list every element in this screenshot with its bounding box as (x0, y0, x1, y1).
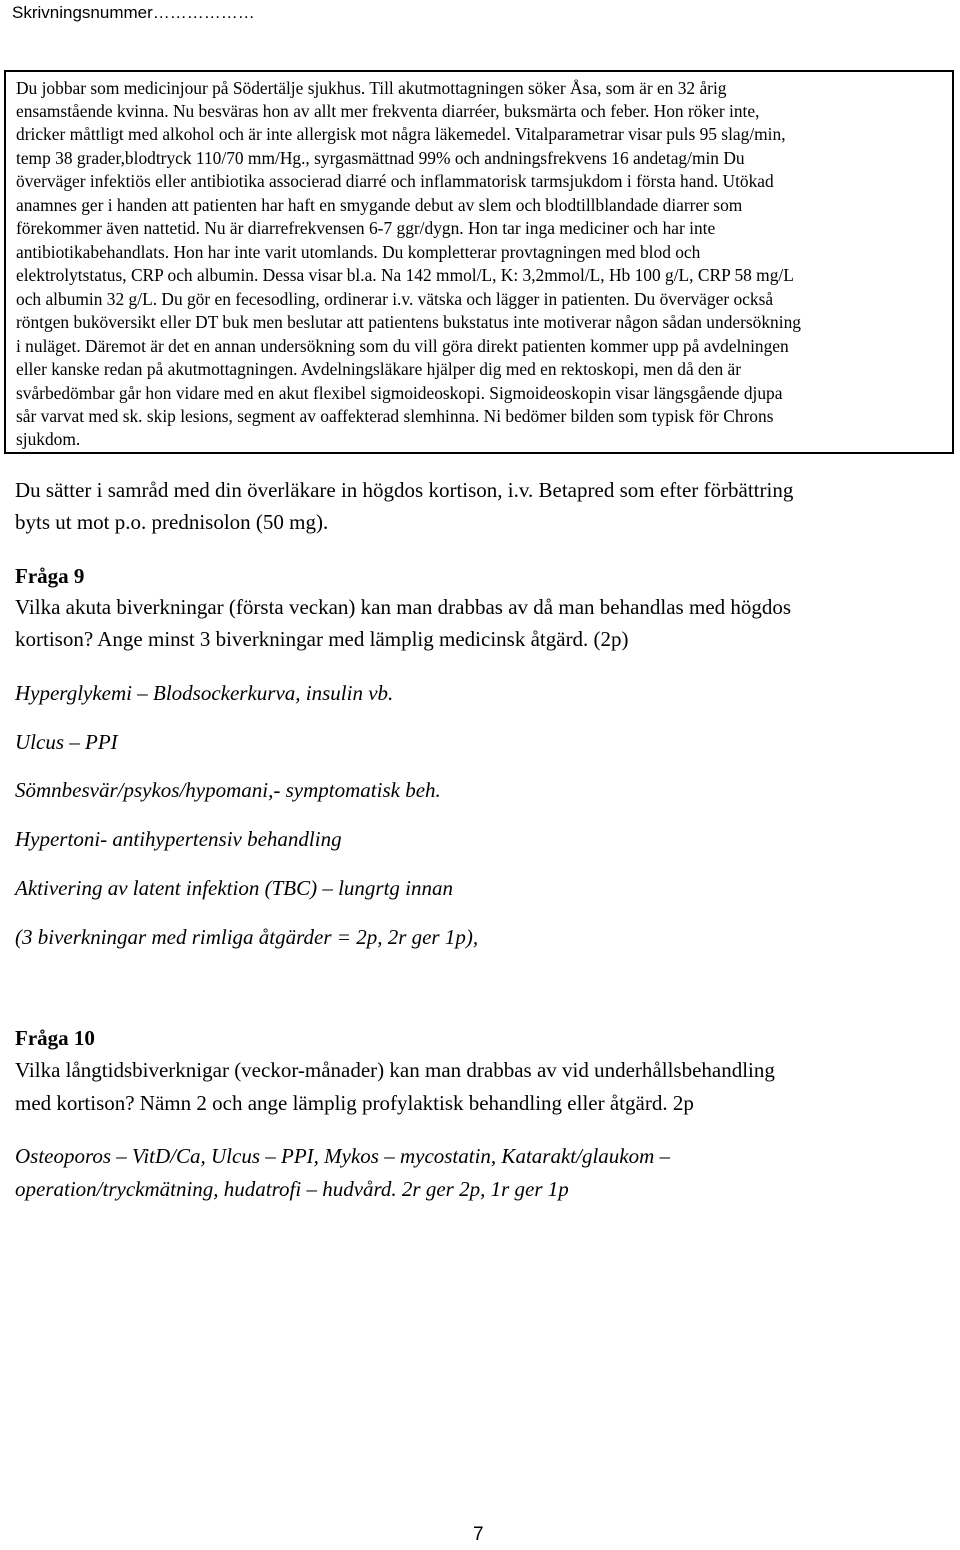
case-text-line: ensamstående kvinna. Nu besväras hon av allt mer frekventa diarréer, buksmärta och feber. Hon röker inte, (16, 101, 760, 121)
page-number: 7 (473, 1524, 484, 1545)
question-9-answer: Sömnbesvär/psykos/hypomani,- symptomatisk beh. (15, 778, 441, 802)
case-description-box (4, 70, 954, 454)
exam-number-label: Skrivningsnummer……………… (12, 3, 255, 22)
question-9-text-line: Vilka akuta biverkningar (första veckan) kan man drabbas av då man behandlas med högdos (15, 595, 792, 619)
question-9-text-line: kortison? Ange minst 3 biverkningar med lämplig medicinsk åtgärd. (2p) (15, 627, 629, 651)
case-text-line: elektrolytstatus, CRP och albumin. Dessa visar bl.a. Na 142 mmol/L, K: 3,2mmol/L, Hb 100 g/L, CRP 58 mg/L (16, 265, 794, 285)
question-10-heading: Fråga 10 (15, 1026, 95, 1050)
case-text-line: i nuläget. Däremot är det en annan undersökning som du vill göra direkt patienten kommer upp på avdelningen (16, 336, 789, 356)
question-9-answer: Aktivering av latent infektion (TBC) – lungrtg innan (15, 876, 454, 900)
question-10-text-line: Vilka långtidsbiverknigar (veckor-månader) kan man drabbas av vid underhållsbehandling (15, 1058, 775, 1082)
case-text-line: och albumin 32 g/L. Du gör en fecesodling, ordinerar i.v. vätska och lägger in patienten. Du överväger också (16, 289, 774, 309)
case-text-line: förekommer även nattetid. Nu är diarrefrekvensen 6-7 ggr/dygn. Hon tar inga mediciner och har inte (16, 218, 716, 238)
case-text-line: dricker måttligt med alkohol och är inte allergisk mot några läkemedel. Vitalparametrar visar puls 95 slag/min, (16, 124, 786, 144)
case-text-line: svårbedömbar går hon vidare med en akut flexibel sigmoideoskopi. Sigmoideoskopin visar längsgående djupa (16, 383, 783, 403)
case-text-line: Du jobbar som medicinjour på Södertälje sjukhus. Till akutmottagningen söker Åsa, som är en 32 årig (16, 78, 727, 98)
question-10-text-line: med kortison? Nämn 2 och ange lämplig profylaktisk behandling eller åtgärd. 2p (15, 1091, 694, 1115)
question-9-heading: Fråga 9 (15, 564, 85, 588)
intro-text-line: Du sätter i samråd med din överläkare in högdos kortison, i.v. Betapred som efter förbättring (15, 478, 794, 502)
case-text-line: sjukdom. (16, 429, 81, 449)
case-text-line: anamnes ger i handen att patienten har haft en smygande debut av slem och blodtillblandade diarrer som (16, 195, 743, 215)
question-9-answer: Hypertoni- antihypertensiv behandling (15, 827, 342, 851)
question-9-answer: Ulcus – PPI (15, 730, 118, 754)
case-text-line: eller kanske redan på akutmottagningen. Avdelningsläkare hjälper dig med en rektoskopi, men då den är (16, 359, 742, 379)
case-text-line: röntgen buköversikt eller DT buk men beslutar att patientens bukstatus inte motiverar någon sådan undersökning (16, 312, 801, 332)
case-text-line: överväger infektiös eller antibiotika associerad diarré och inflammatorisk tarmsjukdom i första hand. Utökad (16, 171, 774, 191)
question-9-answer: Hyperglykemi – Blodsockerkurva, insulin vb. (15, 681, 394, 705)
case-text-line: antibiotikabehandlats. Hon har inte varit utomlands. Du kompletterar provtagningen med blod och (16, 242, 701, 262)
case-text-line: sår varvat med sk. skip lesions, segment av oaffekterad slemhinna. Ni bedömer bilden som typisk för Chrons (16, 406, 774, 426)
intro-text-line: byts ut mot p.o. prednisolon (50 mg). (15, 510, 329, 534)
case-text-line: temp 38 grader,blodtryck 110/70 mm/Hg., syrgasmättnad 99% och andningsfrekvens 16 andetag/min Du (16, 148, 745, 168)
question-10-answer: operation/tryckmätning, hudatrofi – hudvård. 2r ger 2p, 1r ger 1p (15, 1177, 569, 1201)
question-9-scoring-note: (3 biverkningar med rimliga åtgärder = 2p, 2r ger 1p), (15, 925, 479, 949)
question-10-answer: Osteoporos – VitD/Ca, Ulcus – PPI, Mykos – mycostatin, Katarakt/glaukom – (15, 1144, 671, 1168)
